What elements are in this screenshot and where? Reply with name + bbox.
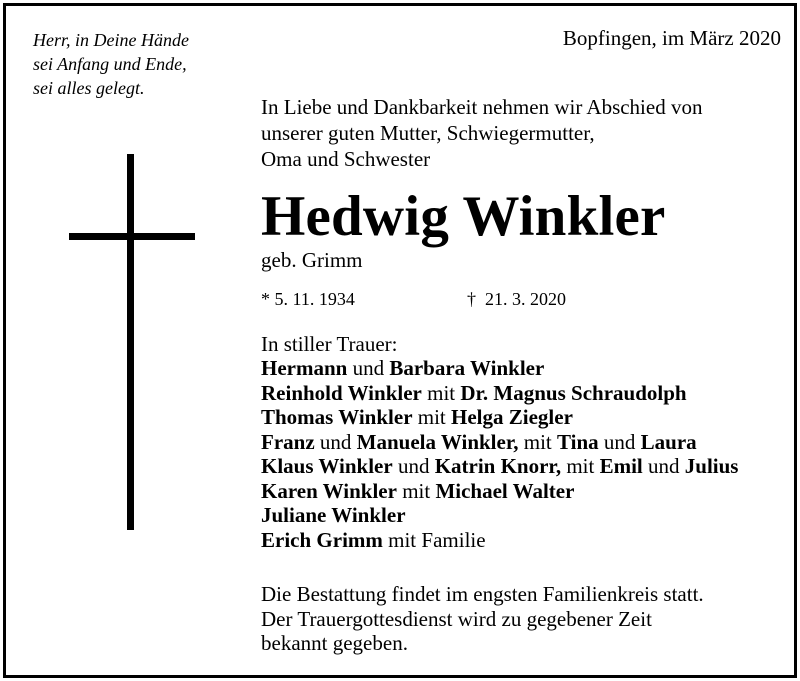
mourner-connector: mit Familie: [382, 527, 486, 552]
mourner-line: [261, 405, 738, 430]
cross-horizontal-bar: [69, 233, 195, 240]
mourner-connector: und: [598, 429, 641, 454]
intro-line: In Liebe und Dankbarkeit nehmen wir Abschied von: [261, 95, 703, 119]
mourner-line: [261, 454, 738, 479]
mourner-name: Emil: [599, 454, 643, 478]
mourner-line: [261, 503, 738, 528]
mourner-line: [261, 528, 738, 553]
bible-verse: [33, 28, 189, 100]
verse-line: sei Anfang und Ende,: [33, 54, 187, 74]
intro-line: Oma und Schwester: [261, 147, 431, 171]
mourner-name: Klaus Winkler: [261, 454, 393, 478]
mourner-connector: mit: [421, 380, 461, 405]
funeral-info-line: Der Trauergottesdienst wird zu gegebener Zeit: [261, 606, 652, 631]
death-date-row: [467, 289, 566, 310]
mourner-connector: mit: [396, 478, 436, 503]
mourner-name: Barbara Winkler: [389, 356, 545, 380]
mourner-name: Helga Ziegler: [451, 405, 573, 429]
mourners-list: [261, 356, 738, 552]
intro-line: unserer guten Mutter, Schwiegermutter,: [261, 121, 595, 145]
mourner-line: [261, 479, 738, 504]
mourner-name: Hermann: [261, 356, 348, 380]
mourner-connector: und: [642, 454, 685, 478]
verse-line: sei alles gelegt.: [33, 78, 145, 98]
mourner-connector: mit: [518, 429, 557, 454]
place-date: Bopfingen, im März 2020: [562, 26, 781, 50]
mourner-name: Dr. Magnus Schraudolph: [460, 380, 687, 405]
mourner-name: Franz: [261, 429, 315, 454]
cross-vertical-bar: [127, 154, 134, 530]
mourner-name: Tina: [557, 429, 599, 454]
mourner-connector: mit: [561, 454, 600, 478]
mourner-name: Michael Walter: [435, 478, 575, 503]
mourner-line: [261, 356, 738, 381]
mourner-name: Julius: [684, 454, 739, 478]
mourner-line: [261, 381, 738, 406]
deceased-name: Hedwig Winkler: [261, 185, 666, 248]
mourner-line: [261, 430, 738, 455]
mourner-name: Reinhold Winkler: [261, 380, 422, 405]
mourner-name: Laura: [640, 429, 697, 454]
mourner-connector: und: [314, 429, 357, 454]
mourner-connector: und: [392, 454, 435, 478]
funeral-info-line: bekannt gegeben.: [261, 631, 408, 655]
funeral-info-line: Die Bestattung findet im engsten Familienkreis statt.: [261, 582, 704, 606]
mourner-name: Juliane Winkler: [261, 503, 406, 527]
maiden-name: geb. Grimm: [261, 248, 363, 272]
mourner-name: Erich Grimm: [261, 527, 383, 552]
birth-date: * 5. 11. 1934: [261, 289, 355, 309]
mourner-name: Thomas Winkler: [261, 405, 413, 429]
dagger-icon: †: [467, 289, 476, 309]
mourner-name: Katrin Knorr,: [434, 454, 562, 478]
obituary-notice: [3, 3, 797, 678]
death-date: 21. 3. 2020: [485, 289, 566, 309]
verse-line: Herr, in Deine Hände: [33, 30, 189, 50]
mourner-connector: mit: [412, 405, 452, 429]
mourner-name: Manuela Winkler,: [356, 429, 519, 454]
mourners-label: In stiller Trauer:: [261, 332, 398, 356]
intro-text: [261, 94, 702, 172]
funeral-info: [261, 582, 704, 656]
mourner-connector: und: [347, 356, 390, 380]
cross-icon: [69, 154, 195, 530]
mourner-name: Karen Winkler: [261, 478, 397, 503]
